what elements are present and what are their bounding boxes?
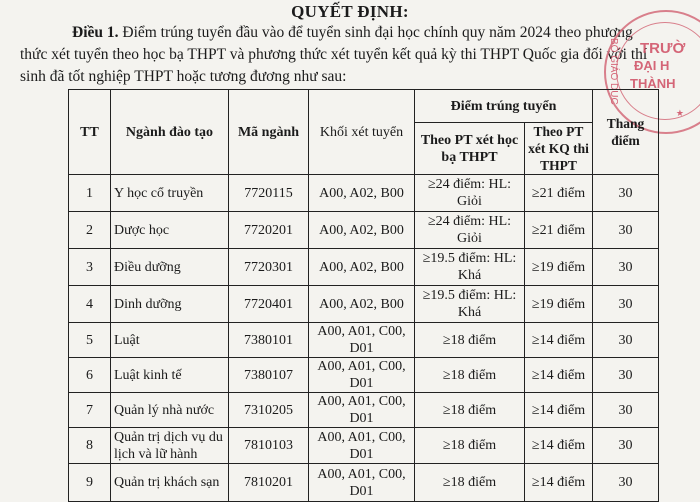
row-scale: 30 [593, 323, 659, 358]
table-row [69, 464, 659, 502]
table-row [69, 249, 659, 286]
row-tt: 9 [69, 464, 111, 502]
row-code: 7810201 [229, 464, 309, 502]
row-hocba: ≥18 điểm [415, 428, 525, 464]
decision-heading: QUYẾT ĐỊNH: [291, 2, 409, 21]
row-major: Luật [111, 323, 229, 358]
table-row [69, 212, 659, 249]
table-row [69, 286, 659, 323]
row-block: A00, A01, C00, D01 [309, 428, 415, 464]
row-thpt: ≥21 điểm [525, 175, 593, 212]
row-code: 7310205 [229, 393, 309, 428]
stamp-star-icon: ★ [675, 108, 684, 118]
header-pt-thpt: Theo PT xét KQ thi THPT [525, 123, 593, 175]
row-major: Luật kinh tế [111, 358, 229, 393]
row-block: A00, A01, C00, D01 [309, 464, 415, 502]
row-hocba: ≥24 điểm: HL: Giỏi [415, 212, 525, 249]
row-tt: 1 [69, 175, 111, 212]
row-thpt: ≥14 điểm [525, 358, 593, 393]
row-thpt: ≥14 điểm [525, 323, 593, 358]
table-body [69, 175, 659, 502]
row-tt: 5 [69, 323, 111, 358]
row-scale: 30 [593, 464, 659, 502]
table-row [69, 393, 659, 428]
row-scale: 30 [593, 428, 659, 464]
header-pt-hocba: Theo PT xét học bạ THPT [415, 123, 525, 175]
row-major: Y học cổ truyền [111, 175, 229, 212]
row-major: Dinh dưỡng [111, 286, 229, 323]
admission-score-table [68, 89, 659, 502]
row-major: Quản trị dịch vụ du lịch và lữ hành [111, 428, 229, 464]
row-block: A00, A01, C00, D01 [309, 393, 415, 428]
row-block: A00, A02, B00 [309, 175, 415, 212]
row-code: 7720115 [229, 175, 309, 212]
row-block: A00, A02, B00 [309, 286, 415, 323]
row-code: 7720301 [229, 249, 309, 286]
row-code: 7720201 [229, 212, 309, 249]
header-major: Ngành đào tạo [111, 90, 229, 175]
article-paragraph [20, 22, 650, 88]
stamp-line-2: ĐẠI H [634, 58, 670, 73]
row-hocba: ≥19.5 điểm: HL: Khá [415, 249, 525, 286]
row-hocba: ≥18 điểm [415, 358, 525, 393]
table-row [69, 175, 659, 212]
row-thpt: ≥14 điểm [525, 393, 593, 428]
row-scale: 30 [593, 212, 659, 249]
row-thpt: ≥19 điểm [525, 286, 593, 323]
row-tt: 2 [69, 212, 111, 249]
row-scale: 30 [593, 249, 659, 286]
row-scale: 30 [593, 175, 659, 212]
row-major: Quản lý nhà nước [111, 393, 229, 428]
stamp-line-1: TRƯỜ [640, 40, 686, 57]
row-hocba: ≥18 điểm [415, 464, 525, 502]
row-code: 7380101 [229, 323, 309, 358]
row-hocba: ≥24 điểm: HL: Giỏi [415, 175, 525, 212]
header-code: Mã ngành [229, 90, 309, 175]
table-row [69, 428, 659, 464]
row-block: A00, A02, B00 [309, 212, 415, 249]
table-row [69, 323, 659, 358]
row-tt: 8 [69, 428, 111, 464]
row-major: Quản trị khách sạn [111, 464, 229, 502]
row-major: Điều dưỡng [111, 249, 229, 286]
header-block: Khối xét tuyển [309, 90, 415, 175]
article-label: Điều 1. [72, 24, 119, 41]
row-thpt: ≥19 điểm [525, 249, 593, 286]
row-hocba: ≥19.5 điểm: HL: Khá [415, 286, 525, 323]
row-thpt: ≥21 điểm [525, 212, 593, 249]
row-code: 7380107 [229, 358, 309, 393]
row-block: A00, A01, C00, D01 [309, 323, 415, 358]
row-tt: 6 [69, 358, 111, 393]
row-major: Dược học [111, 212, 229, 249]
row-hocba: ≥18 điểm [415, 393, 525, 428]
row-scale: 30 [593, 393, 659, 428]
header-tt: TT [69, 90, 111, 175]
stamp-line-3: THÀNH [630, 76, 676, 91]
header-score-group: Điểm trúng tuyển [415, 90, 593, 123]
row-tt: 3 [69, 249, 111, 286]
article-text: Điểm trúng tuyển đầu vào để tuyển sinh đại học chính quy năm 2024 theo phương thức xét tuyển theo học bạ THPT và phương thức xét tuyển kết quả kỳ thi THPT Quốc gia đối với thí sinh đã tốt nghiệp THPT hoặc tương đương như sau: [20, 24, 648, 85]
stamp-ring-text: BỘ GIÁO DỤC [608, 38, 619, 105]
row-hocba: ≥18 điểm [415, 323, 525, 358]
row-block: A00, A01, C00, D01 [309, 358, 415, 393]
header-scale: Thang điểm [593, 90, 659, 175]
row-scale: 30 [593, 358, 659, 393]
row-block: A00, A02, B00 [309, 249, 415, 286]
row-tt: 4 [69, 286, 111, 323]
table-row [69, 358, 659, 393]
row-code: 7720401 [229, 286, 309, 323]
row-code: 7810103 [229, 428, 309, 464]
row-scale: 30 [593, 286, 659, 323]
row-thpt: ≥14 điểm [525, 464, 593, 502]
row-tt: 7 [69, 393, 111, 428]
row-thpt: ≥14 điểm [525, 428, 593, 464]
